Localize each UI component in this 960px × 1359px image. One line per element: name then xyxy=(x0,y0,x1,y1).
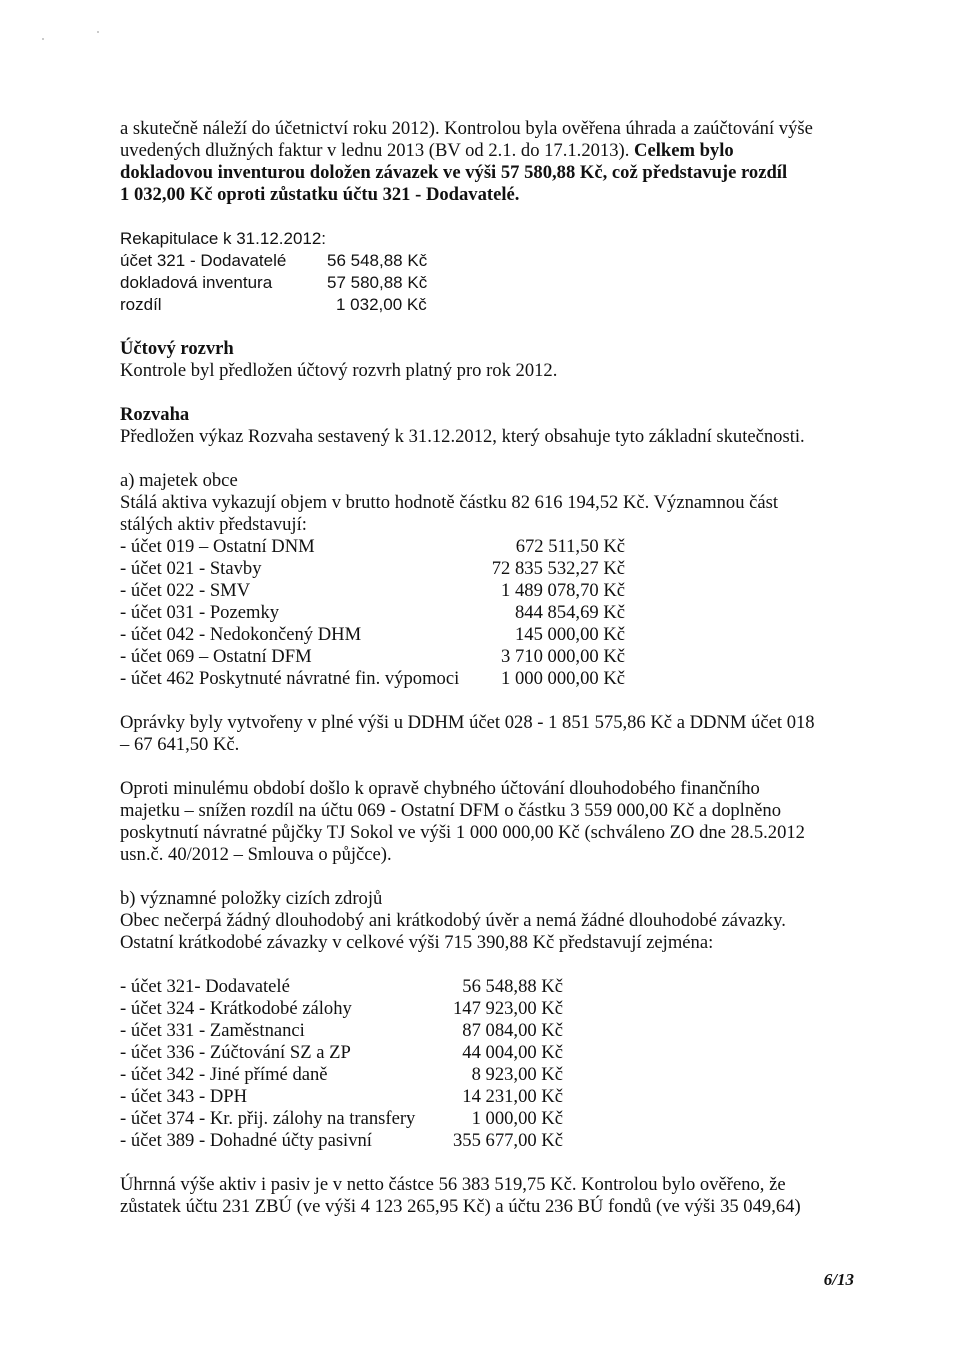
cizi-zdroje-heading: b) významné položky cizích zdrojů xyxy=(120,888,383,909)
zavazky-item-amount: 147 923,00 Kč xyxy=(452,998,563,1019)
majetek-item-amount: 672 511,50 Kč xyxy=(515,536,625,557)
zavazky-item-amount: 44 004,00 Kč xyxy=(462,1042,563,1063)
zavazky-item xyxy=(120,1086,853,1108)
zavazky-item-amount: 1 000,00 Kč xyxy=(471,1108,563,1129)
zavazky-item-label: - účet 374 - Kr. přij. zálohy na transfery xyxy=(120,1108,416,1129)
majetek-item-label: - účet 021 - Stavby xyxy=(120,558,262,579)
zavazky-item xyxy=(120,1130,853,1152)
zavazky-item-amount: 8 923,00 Kč xyxy=(471,1064,563,1085)
document-page xyxy=(120,118,853,1218)
majetek-item xyxy=(120,558,853,580)
zavazky-item-amount: 14 231,00 Kč xyxy=(462,1086,563,1107)
majetek-section xyxy=(120,470,853,690)
uctovy-rozvrh-heading: Účtový rozvrh xyxy=(120,338,234,359)
page-number: 6/13 xyxy=(823,1270,854,1289)
majetek-item-label: - účet 019 – Ostatní DNM xyxy=(120,536,315,557)
zavazky-item xyxy=(120,1020,853,1042)
rekapitulace-heading: Rekapitulace k 31.12.2012: xyxy=(120,229,327,248)
zavazky-list xyxy=(120,976,853,1152)
rekapitulace-amount: 56 548,88 Kč xyxy=(327,251,428,270)
opravky-paragraph xyxy=(120,712,853,756)
rekapitulace-amount: 57 580,88 Kč xyxy=(327,273,428,292)
zavazky-item xyxy=(120,1064,853,1086)
rozvaha-section xyxy=(120,404,853,448)
zavazky-item-label: - účet 343 - DPH xyxy=(120,1086,248,1107)
scan-speck xyxy=(97,31,99,33)
oprava-paragraph xyxy=(120,778,853,866)
cizi-zdroje-section xyxy=(120,888,853,1152)
uhrnna-line-1: Úhrnná výše aktiv i pasiv je v netto částce 56 383 519,75 Kč. Kontrolou bylo ověřeno, že xyxy=(120,1174,786,1195)
uctovy-rozvrh-text: Kontrole byl předložen účtový rozvrh platný pro rok 2012. xyxy=(120,360,558,381)
zavazky-item-amount: 87 084,00 Kč xyxy=(462,1020,563,1041)
majetek-item xyxy=(120,580,853,602)
majetek-text-line-1: Stálá aktiva vykazují objem v brutto hodnotě částku 82 616 194,52 Kč. Významnou část xyxy=(120,492,779,513)
oprava-line-3: poskytnutí návratné půjčky TJ Sokol ve výši 1 000 000,00 Kč (schváleno ZO dne 28.5.2012 xyxy=(120,822,805,843)
zavazky-item-amount: 355 677,00 Kč xyxy=(452,1130,563,1151)
intro-line-2-text: uvedených dlužných faktur v lednu 2013 (BV od 2.1. do 17.1.2013). xyxy=(120,140,630,161)
cizi-zdroje-line-1: Obec nečerpá žádný dlouhodobý ani krátkodobý úvěr a nemá žádné dlouhodobé závazky. xyxy=(120,910,786,931)
majetek-item-label: - účet 031 - Pozemky xyxy=(120,602,280,623)
majetek-item-amount: 145 000,00 Kč xyxy=(514,624,625,645)
rekapitulace-amount: 1 032,00 Kč xyxy=(336,295,427,314)
rekapitulace-label: dokladová inventura xyxy=(120,273,273,292)
majetek-item-amount: 72 835 532,27 Kč xyxy=(491,558,625,579)
cizi-zdroje-line-2: Ostatní krátkodobé závazky v celkové výši 715 390,88 Kč představují zejména: xyxy=(120,932,714,953)
zavazky-item-label: - účet 336 - Zúčtování SZ a ZP xyxy=(120,1042,351,1063)
majetek-item-amount: 3 710 000,00 Kč xyxy=(501,646,625,667)
intro-line-3: dokladovou inventurou doložen závazek ve výši 57 580,88 Kč, což představuje rozdíl xyxy=(120,162,788,183)
majetek-item xyxy=(120,624,853,646)
zavazky-item xyxy=(120,998,853,1020)
zavazky-item-label: - účet 389 - Dohadné účty pasivní xyxy=(120,1130,372,1151)
scan-speck xyxy=(42,38,44,40)
rekapitulace-row xyxy=(120,294,853,316)
intro-line-2-bold: Celkem bylo xyxy=(634,140,734,161)
rekapitulace-label: rozdíl xyxy=(120,295,162,314)
zavazky-item xyxy=(120,1042,853,1064)
majetek-item-amount: 1 489 078,70 Kč xyxy=(501,580,625,601)
majetek-item-label: - účet 042 - Nedokončený DHM xyxy=(120,624,362,645)
zavazky-item xyxy=(120,1108,853,1130)
zavazky-item-amount: 56 548,88 Kč xyxy=(462,976,563,997)
rekapitulace-section xyxy=(120,228,853,316)
majetek-item xyxy=(120,536,853,558)
intro-line-2 xyxy=(120,140,853,162)
intro-paragraph xyxy=(120,118,853,206)
rozvaha-heading: Rozvaha xyxy=(120,404,190,425)
intro-line-4: 1 032,00 Kč oproti zůstatku účtu 321 - Dodavatelé. xyxy=(120,184,520,205)
majetek-item-amount: 1 000 000,00 Kč xyxy=(501,668,625,689)
zavazky-item-label: - účet 321- Dodavatelé xyxy=(120,976,290,997)
zavazky-item-label: - účet 342 - Jiné přímé daně xyxy=(120,1064,328,1085)
opravky-line-1: Oprávky byly vytvořeny v plné výši u DDHM účet 028 - 1 851 575,86 Kč a DDNM účet 018 xyxy=(120,712,815,733)
majetek-item-label: - účet 069 – Ostatní DFM xyxy=(120,646,312,667)
majetek-heading: a) majetek obce xyxy=(120,470,238,491)
uhrnna-paragraph xyxy=(120,1174,853,1218)
rozvaha-text: Předložen výkaz Rozvaha sestavený k 31.12.2012, který obsahuje tyto základní skutečnosti. xyxy=(120,426,805,447)
majetek-item-label: - účet 462 Poskytnuté návratné fin. výpomoci xyxy=(120,668,460,689)
majetek-item-label: - účet 022 - SMV xyxy=(120,580,251,601)
majetek-item xyxy=(120,602,853,624)
oprava-line-4: usn.č. 40/2012 – Smlouva o půjčce). xyxy=(120,844,392,865)
rekapitulace-row xyxy=(120,272,853,294)
rekapitulace-row xyxy=(120,250,853,272)
uctovy-rozvrh-section xyxy=(120,338,853,382)
zavazky-item-label: - účet 324 - Krátkodobé zálohy xyxy=(120,998,352,1019)
uhrnna-line-2: zůstatek účtu 231 ZBÚ (ve výši 4 123 265,95 Kč) a účtu 236 BÚ fondů (ve výši 35 049,64) xyxy=(120,1196,801,1217)
majetek-item xyxy=(120,668,853,690)
oprava-line-2: majetku – snížen rozdíl na účtu 069 - Ostatní DFM o částku 3 559 000,00 Kč a doplněno xyxy=(120,800,781,821)
zavazky-item xyxy=(120,976,853,998)
majetek-text-line-2: stálých aktiv představují: xyxy=(120,514,307,535)
rekapitulace-label: účet 321 - Dodavatelé xyxy=(120,251,287,270)
oprava-line-1: Oproti minulému období došlo k opravě chybného účtování dlouhodobého finančního xyxy=(120,778,760,799)
opravky-line-2: – 67 641,50 Kč. xyxy=(120,734,240,755)
majetek-item xyxy=(120,646,853,668)
intro-line-1: a skutečně náleží do účetnictví roku 2012). Kontrolou byla ověřena úhrada a zaúčtování výše xyxy=(120,118,813,139)
zavazky-item-label: - účet 331 - Zaměstnanci xyxy=(120,1020,305,1041)
majetek-item-amount: 844 854,69 Kč xyxy=(514,602,625,623)
